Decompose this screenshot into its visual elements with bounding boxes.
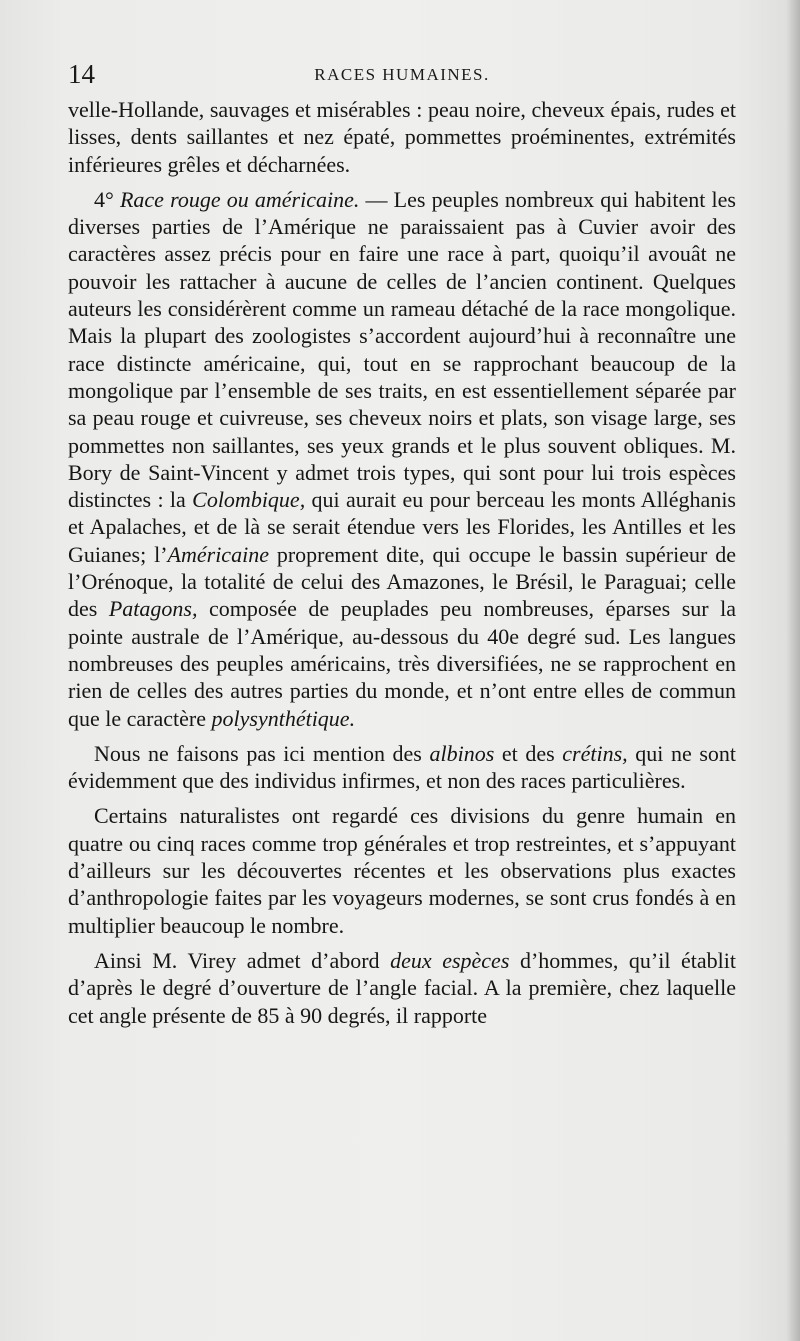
italic-text: polysynthétique.	[211, 705, 356, 731]
text-body	[68, 96, 736, 1037]
text-segment: Ainsi M. Virey admet d’abord	[94, 947, 391, 973]
text-segment: qui aurait eu pour berceau les monts Alléghanis et Apalaches, et de là se serait étendue vers les Florides, les Antilles et les Guianes; l’	[68, 487, 736, 567]
paragraph	[68, 947, 736, 1029]
italic-text: Race rouge ou américaine.	[119, 186, 360, 212]
page-header	[68, 58, 736, 94]
text-segment: qui ne sont évidemment que des individus infirmes, et non des races particulières.	[68, 740, 736, 794]
text-segment: 4°	[94, 186, 120, 212]
italic-text: albinos	[429, 740, 495, 766]
italic-text: Colombique,	[192, 487, 306, 513]
paragraph	[68, 802, 736, 938]
text-segment: proprement dite, qui occupe le bassin supérieur de l’Orénoque, la totalité de celui des Amazones, le Brésil, le Paraguai; celle des	[68, 541, 736, 622]
text-segment: et des	[494, 740, 563, 766]
text-segment: composée de peuplades peu nombreuses, éparses sur la pointe australe de l’Amérique, au-dessous du 40e degré sud. Les langues nombreuses des peuples américains, très diversifiées, ne se rapprochent en rien de celles des autres parties du monde, et n’ont entre elles de commun que le caractère	[68, 596, 736, 731]
paragraph	[68, 740, 736, 795]
page-number: 14	[68, 59, 95, 89]
running-head: RACES HUMAINES.	[314, 65, 490, 84]
italic-text: crétins,	[562, 740, 628, 766]
italic-text: deux espèces	[390, 947, 510, 973]
italic-text: Patagons,	[108, 596, 198, 622]
text-segment: Certains naturalistes ont regardé ces divisions du genre humain en quatre ou cinq races comme trop générales et trop restreintes, et s’appuyant d’ailleurs sur les découvertes récentes et les observations plus exactes d’anthropologie faites par les voyageurs modernes, se sont crus fondés à en multiplier beaucoup le nombre.	[68, 803, 736, 938]
text-segment: Nous ne faisons pas ici mention des	[94, 740, 430, 766]
paragraph	[68, 186, 736, 732]
text-segment: velle-Hollande, sauvages et misérables : peau noire, cheveux épais, rudes et lisses, dents saillantes et nez épaté, pommettes proéminentes, extrémités inférieures grêles et décharnées.	[68, 97, 736, 177]
text-segment: — Les peuples nombreux qui habitent les diverses parties de l’Amérique ne paraissaient pas à Cuvier avoir des caractères assez précis pour en faire une race à part, quoiqu’il avouât ne pouvoir les rattacher à aucune de celles de l’ancien continent. Quelques auteurs les considérèrent comme un rameau détaché de la race mongolique. Mais la plupart des zoologistes s’accordent aujourd’hui à reconnaître une race distincte américaine, qui, tout en se rapprochant beaucoup de la mongolique par l’ensemble de ses traits, en est essentiellement séparée par sa peau rouge et cuivreuse, ses cheveux noirs et plats, son visage large, ses pommettes non saillantes, ses yeux grands et le plus souvent obliques. M. Bory de Saint-Vincent y admet trois types, qui sont pour lui trois espèces distinctes : la	[68, 186, 736, 513]
italic-text: Américaine	[167, 541, 269, 567]
paragraph	[68, 96, 736, 178]
text-segment: d’hommes, qu’il établit d’après le degré d’ouverture de l’angle facial. A la première, chez laquelle cet angle présente de 85 à 90 degrés, il rapporte	[68, 947, 736, 1028]
